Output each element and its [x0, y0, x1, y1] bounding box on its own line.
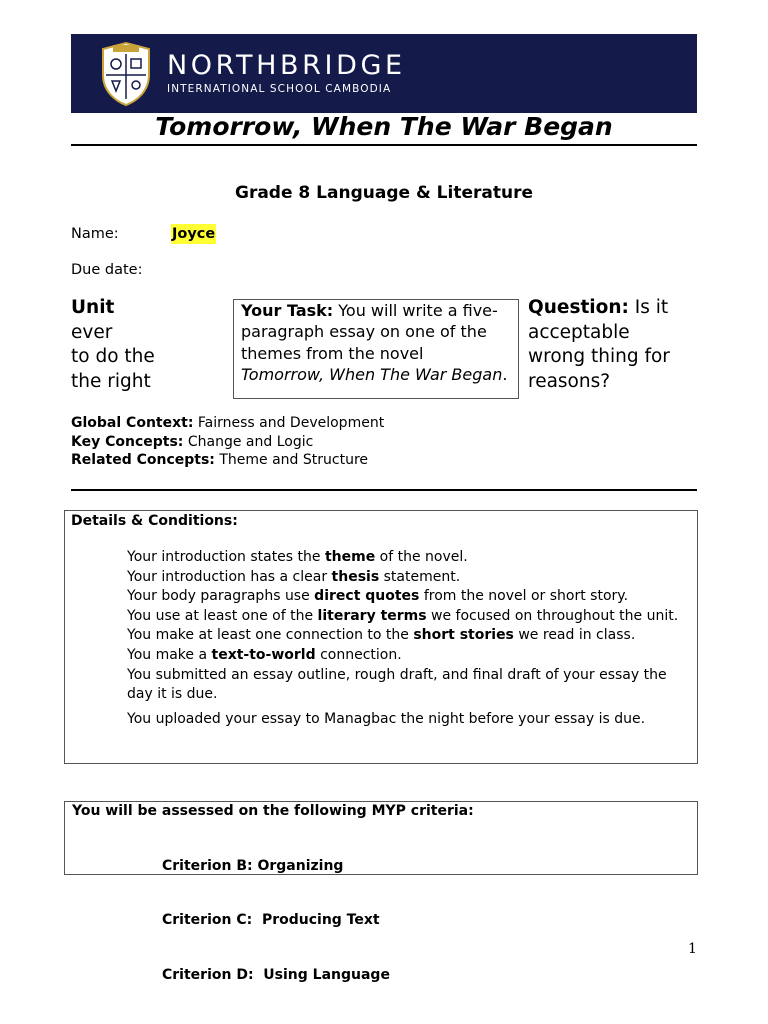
list-item: You make a text-to-world connection.: [127, 646, 402, 663]
concept-label: Global Context:: [71, 415, 194, 431]
section-divider: [71, 489, 697, 491]
school-crest-icon: [99, 41, 153, 107]
details-heading: Details & Conditions:: [71, 513, 238, 529]
unit-question-line: to do the: [71, 346, 155, 367]
unit-question: [71, 296, 221, 394]
concept-value: Change and Logic: [183, 433, 314, 450]
assessment-box: [64, 801, 698, 984]
list-item: Your body paragraphs use direct quotes from the novel or short story.: [127, 588, 629, 605]
concepts-block: [71, 414, 384, 470]
concept-value: Theme and Structure: [214, 452, 369, 468]
details-list: [127, 548, 693, 729]
title-divider: [71, 144, 697, 146]
concept-label: Key Concepts:: [71, 433, 184, 450]
task-box: [233, 299, 519, 399]
task-text: You will write a five-paragraph essay on one of the themes from the novel: [241, 301, 498, 363]
subject-heading: Grade 8 Language & Literature: [235, 183, 533, 203]
name-label: Name:: [71, 226, 119, 242]
list-item: You submitted an essay outline, rough draft, and final draft of your essay the day it is due.: [127, 666, 667, 703]
global-context: [71, 414, 384, 433]
list-item: Your introduction states the theme of the novel.: [127, 549, 468, 565]
inquiry-question: [528, 296, 698, 394]
unit-question-label: Unit: [71, 297, 115, 318]
due-date-label: Due date:: [71, 262, 143, 278]
list-item: Your introduction has a clear thesis statement.: [127, 568, 461, 585]
criteria-list: [162, 820, 390, 1021]
task-end: .: [502, 364, 508, 384]
concept-label: Related Concepts:: [71, 452, 215, 468]
inquiry-question-line: wrong thing for: [528, 346, 670, 367]
list-item: Criterion D: Using Language: [162, 967, 390, 984]
list-item: You uploaded your essay to Managbac the night before your essay is due.: [127, 710, 646, 727]
page-number: 1: [688, 941, 697, 957]
inquiry-question-line: acceptable: [528, 321, 630, 343]
list-item: Criterion B: Organizing: [162, 857, 344, 874]
concept-value: Fairness and Development: [193, 415, 385, 431]
school-subtitle: INTERNATIONAL SCHOOL CAMBODIA: [167, 82, 392, 95]
unit-question-line: ever: [71, 321, 113, 343]
task-book-title: Tomorrow, When The War Began: [241, 364, 503, 384]
assessment-heading: You will be assessed on the following MYP criteria:: [72, 803, 474, 819]
inquiry-question-line: Is it: [628, 297, 669, 318]
inquiry-question-label: Question:: [528, 297, 629, 318]
inquiry-question-line: reasons?: [528, 370, 611, 392]
list-item: You use at least one of the literary terms we focused on throughout the unit.: [127, 607, 679, 624]
student-name: Joyce: [172, 226, 216, 242]
school-banner: [71, 34, 697, 113]
details-box: [64, 510, 698, 764]
related-concepts: [71, 451, 384, 470]
school-brand: [167, 49, 406, 96]
list-item: Criterion C: Producing Text: [162, 912, 380, 929]
document-title: Tomorrow, When The War Began: [155, 112, 613, 141]
unit-question-line: the right: [71, 370, 151, 392]
list-item: You make at least one connection to the short stories we read in class.: [127, 627, 636, 644]
task-label: Your Task:: [241, 301, 334, 320]
school-name: NORTHBRIDGE: [167, 49, 406, 81]
key-concepts: [71, 433, 384, 452]
